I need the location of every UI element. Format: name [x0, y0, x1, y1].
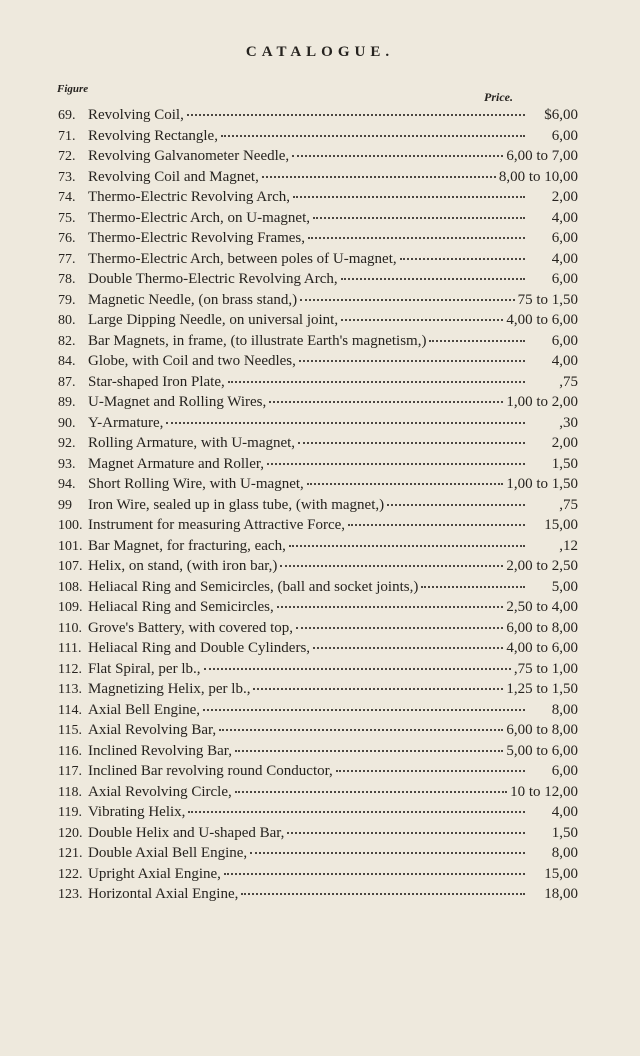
- catalogue-entry: [58, 187, 578, 208]
- figure-number: 77.: [58, 251, 76, 267]
- figure-number: 123.: [58, 887, 83, 902]
- catalogue-entry: [58, 638, 578, 659]
- item-price: ,75: [559, 373, 578, 390]
- catalogue-entry: [58, 146, 578, 167]
- catalogue-entry: [58, 556, 578, 577]
- item-price: 6,00: [551, 332, 578, 349]
- item-price: 6,00: [551, 230, 578, 246]
- item-price: 2,00: [551, 189, 578, 205]
- dot-leader: [262, 175, 496, 178]
- dot-leader: [336, 769, 525, 772]
- item-price: 4,00 to 6,00: [506, 640, 578, 656]
- figure-number: 109.: [58, 600, 83, 615]
- figure-number: 117.: [58, 764, 82, 779]
- dot-leader: [280, 564, 503, 567]
- item-price: 75 to 1,50: [517, 291, 578, 308]
- catalogue-entry: [58, 536, 578, 557]
- item-description: Globe, with Coil and two Needles,: [88, 353, 296, 369]
- item-description: Heliacal Ring and Semicircles, (ball and socket joints,): [88, 578, 419, 595]
- item-description: Axial Revolving Bar,: [88, 722, 217, 738]
- dot-leader: [387, 503, 525, 506]
- figure-number: 112.: [58, 661, 82, 677]
- item-description: U-Magnet and Rolling Wires,: [88, 394, 267, 410]
- item-price: 4,00 to 6,00: [506, 312, 578, 328]
- item-price: 2,00 to 2,50: [506, 558, 578, 574]
- catalogue-entry: [58, 700, 578, 721]
- figure-number: 72.: [58, 149, 76, 164]
- catalogue-entry: [58, 884, 578, 905]
- item-description: Short Rolling Wire, with U-magnet,: [88, 476, 304, 492]
- item-description: Grove's Battery, with covered top,: [88, 619, 294, 636]
- figure-number: 113.: [58, 682, 82, 697]
- item-price: 10 to 12,00: [510, 783, 578, 800]
- catalogue-entry: [58, 351, 578, 372]
- catalogue-entry: [58, 659, 578, 680]
- catalogue-entry: [58, 290, 578, 311]
- item-description: Upright Axial Engine,: [88, 865, 221, 882]
- item-price: 8,00: [551, 845, 578, 861]
- figure-number: 92.: [58, 436, 76, 451]
- item-price: 18,00: [544, 886, 578, 902]
- catalogue-entry: [58, 679, 578, 700]
- figure-number: 99: [58, 497, 72, 513]
- catalogue-entry: [58, 823, 578, 844]
- figure-number: 82.: [58, 333, 76, 349]
- dot-leader: [267, 462, 525, 465]
- item-description: Y-Armature,: [88, 414, 164, 431]
- item-price: 2,50 to 4,00: [506, 599, 578, 615]
- dot-leader: [298, 441, 525, 444]
- item-price: 15,00: [544, 865, 578, 882]
- dot-leader: [250, 851, 525, 854]
- figure-number: 100.: [58, 518, 83, 533]
- item-price: 4,00: [551, 804, 578, 820]
- figure-number: 107.: [58, 559, 83, 574]
- catalogue-entry: [58, 761, 578, 782]
- price-column-header: Price.: [484, 90, 513, 104]
- catalogue-entry: [58, 372, 578, 393]
- catalogue-entry: [58, 864, 578, 885]
- figure-number: 118.: [58, 784, 82, 800]
- item-price: $6,00: [544, 107, 578, 123]
- catalogue-entry: [58, 618, 578, 639]
- item-description: Thermo-Electric Revolving Arch,: [88, 189, 291, 205]
- figure-number: 94.: [58, 477, 76, 492]
- item-price: 1,50: [551, 455, 578, 472]
- catalogue-entry: [58, 720, 578, 741]
- item-description: Inclined Revolving Bar,: [88, 742, 232, 759]
- dot-leader: [341, 318, 503, 321]
- item-price: ,30: [559, 414, 578, 431]
- item-description: Revolving Galvanometer Needle,: [88, 148, 290, 164]
- dot-leader: [277, 605, 504, 608]
- figure-number: 93.: [58, 456, 76, 472]
- dot-leader: [400, 257, 525, 260]
- catalogue-entry: [58, 577, 578, 598]
- catalogue-entry: [58, 433, 578, 454]
- figure-number: 80.: [58, 313, 76, 328]
- item-description: Horizontal Axial Engine,: [88, 886, 239, 902]
- item-price: ,75 to 1,00: [513, 660, 578, 677]
- figure-number: 108.: [58, 579, 83, 595]
- catalogue-entry: [58, 269, 578, 290]
- figure-number: 119.: [58, 805, 82, 820]
- catalogue-entry: [58, 843, 578, 864]
- item-description: Helix, on stand, (with iron bar,): [88, 558, 278, 574]
- dot-leader: [235, 749, 503, 752]
- catalogue-entry: [58, 105, 578, 126]
- item-description: Revolving Coil and Magnet,: [88, 168, 259, 185]
- item-description: Magnetic Needle, (on brass stand,): [88, 291, 298, 308]
- dot-leader: [224, 872, 525, 875]
- dot-leader: [219, 728, 503, 731]
- figure-number: 79.: [58, 292, 76, 308]
- catalogue-entry: [58, 392, 578, 413]
- dot-leader: [341, 277, 525, 280]
- dot-leader: [292, 154, 503, 157]
- figure-number: 75.: [58, 210, 76, 226]
- item-description: Large Dipping Needle, on universal joint,: [88, 312, 339, 328]
- figure-number: 122.: [58, 866, 83, 882]
- item-price: 5,00: [551, 578, 578, 595]
- dot-leader: [269, 400, 503, 403]
- item-description: Instrument for measuring Attractive Force,: [88, 517, 346, 533]
- item-price: 4,00: [551, 209, 578, 226]
- figure-number: 115.: [58, 723, 82, 738]
- item-description: Star-shaped Iron Plate,: [88, 373, 225, 390]
- dot-leader: [241, 892, 525, 895]
- dot-leader: [203, 708, 525, 711]
- catalogue-entry: [58, 597, 578, 618]
- figure-number: 120.: [58, 825, 83, 841]
- figure-number: 74.: [58, 190, 76, 205]
- figure-number: 111.: [58, 641, 82, 656]
- dot-leader: [289, 544, 525, 547]
- item-description: Inclined Bar revolving round Conductor,: [88, 763, 333, 779]
- item-description: Double Thermo-Electric Revolving Arch,: [88, 271, 338, 287]
- figure-number: 121.: [58, 846, 83, 861]
- item-description: Bar Magnets, in frame, (to illustrate Earth's magnetism,): [88, 332, 427, 349]
- item-price: 6,00 to 8,00: [506, 619, 578, 636]
- dot-leader: [166, 421, 525, 424]
- dot-leader: [188, 810, 525, 813]
- figure-number: 114.: [58, 702, 82, 718]
- catalogue-entry: [58, 249, 578, 270]
- item-description: Heliacal Ring and Double Cylinders,: [88, 640, 311, 656]
- figure-column-header: Figure: [57, 83, 89, 95]
- item-description: Double Helix and U-shaped Bar,: [88, 824, 285, 841]
- item-price: 1,50: [551, 824, 578, 841]
- figure-number: 90.: [58, 415, 76, 431]
- page-title: CATALOGUE.: [245, 44, 395, 60]
- item-description: Heliacal Ring and Semicircles,: [88, 599, 274, 615]
- catalogue-entry: [58, 310, 578, 331]
- figure-number: 101.: [58, 538, 83, 554]
- dot-leader: [235, 790, 507, 793]
- dot-leader: [313, 646, 503, 649]
- item-price: 8,00: [551, 701, 578, 718]
- catalogue-entry: [58, 413, 578, 434]
- catalogue-entry: [58, 167, 578, 188]
- dot-leader: [307, 482, 504, 485]
- item-price: 8,00 to 10,00: [498, 168, 578, 185]
- item-price: 6,00 to 7,00: [506, 148, 578, 164]
- item-price: 5,00 to 6,00: [506, 742, 578, 759]
- dot-leader: [300, 298, 514, 301]
- item-description: Thermo-Electric Revolving Frames,: [88, 230, 306, 246]
- item-description: Axial Bell Engine,: [88, 701, 201, 718]
- catalogue-entry: [58, 454, 578, 475]
- item-description: Thermo-Electric Arch, between poles of U-magnet,: [88, 250, 397, 267]
- item-description: Flat Spiral, per lb.,: [88, 660, 201, 677]
- dot-leader: [221, 134, 525, 137]
- dot-leader: [253, 687, 503, 690]
- item-description: Magnetizing Helix, per lb.,: [88, 681, 251, 697]
- item-price: 1,00 to 2,00: [506, 394, 578, 410]
- item-price: 1,25 to 1,50: [506, 681, 578, 697]
- dot-leader: [421, 585, 525, 588]
- item-description: Axial Revolving Circle,: [88, 783, 232, 800]
- figure-number: 76.: [58, 231, 76, 246]
- catalogue-entry: [58, 331, 578, 352]
- item-description: Double Axial Bell Engine,: [88, 845, 248, 861]
- figure-number: 71.: [58, 128, 76, 144]
- catalogue-entry: [58, 228, 578, 249]
- item-description: Bar Magnet, for fracturing, each,: [88, 537, 286, 554]
- dot-leader: [187, 113, 525, 116]
- figure-number: 73.: [58, 169, 76, 185]
- item-description: Rolling Armature, with U-magnet,: [88, 435, 296, 451]
- figure-number: 89.: [58, 395, 76, 410]
- figure-number: 69.: [58, 108, 76, 123]
- catalogue-entry: [58, 741, 578, 762]
- figure-number: 110.: [58, 620, 82, 636]
- dot-leader: [313, 216, 525, 219]
- catalogue-entry: [58, 474, 578, 495]
- item-description: Revolving Coil,: [88, 107, 184, 123]
- item-description: Revolving Rectangle,: [88, 127, 218, 144]
- catalogue-entry: [58, 208, 578, 229]
- item-price: 6,00: [551, 271, 578, 287]
- catalogue-entry: [58, 515, 578, 536]
- dot-leader: [293, 195, 525, 198]
- item-description: Magnet Armature and Roller,: [88, 455, 265, 472]
- dot-leader: [308, 236, 525, 239]
- item-price: 4,00: [551, 353, 578, 369]
- item-price: 4,00: [551, 250, 578, 267]
- dot-leader: [348, 523, 525, 526]
- item-price: 6,00: [551, 763, 578, 779]
- dot-leader: [287, 831, 525, 834]
- item-description: Vibrating Helix,: [88, 804, 186, 820]
- item-price: ,12: [559, 537, 578, 554]
- dot-leader: [299, 359, 525, 362]
- item-price: 6,00 to 8,00: [506, 722, 578, 738]
- dot-leader: [228, 380, 525, 383]
- item-price: 2,00: [551, 435, 578, 451]
- figure-number: 78.: [58, 272, 76, 287]
- item-description: Thermo-Electric Arch, on U-magnet,: [88, 209, 310, 226]
- dot-leader: [204, 667, 511, 670]
- figure-number: 84.: [58, 354, 76, 369]
- figure-number: 116.: [58, 743, 82, 759]
- catalogue-entry: [58, 782, 578, 803]
- item-price: 6,00: [551, 127, 578, 144]
- item-price: ,75: [559, 496, 578, 513]
- figure-number: 87.: [58, 374, 76, 390]
- dot-leader: [429, 339, 525, 342]
- catalogue-entry: [58, 495, 578, 516]
- dot-leader: [296, 626, 503, 629]
- catalogue-entry: [58, 126, 578, 147]
- catalogue-list: [58, 105, 578, 905]
- item-description: Iron Wire, sealed up in glass tube, (with magnet,): [88, 496, 385, 513]
- item-price: 1,00 to 1,50: [506, 476, 578, 492]
- item-price: 15,00: [544, 517, 578, 533]
- catalogue-entry: [58, 802, 578, 823]
